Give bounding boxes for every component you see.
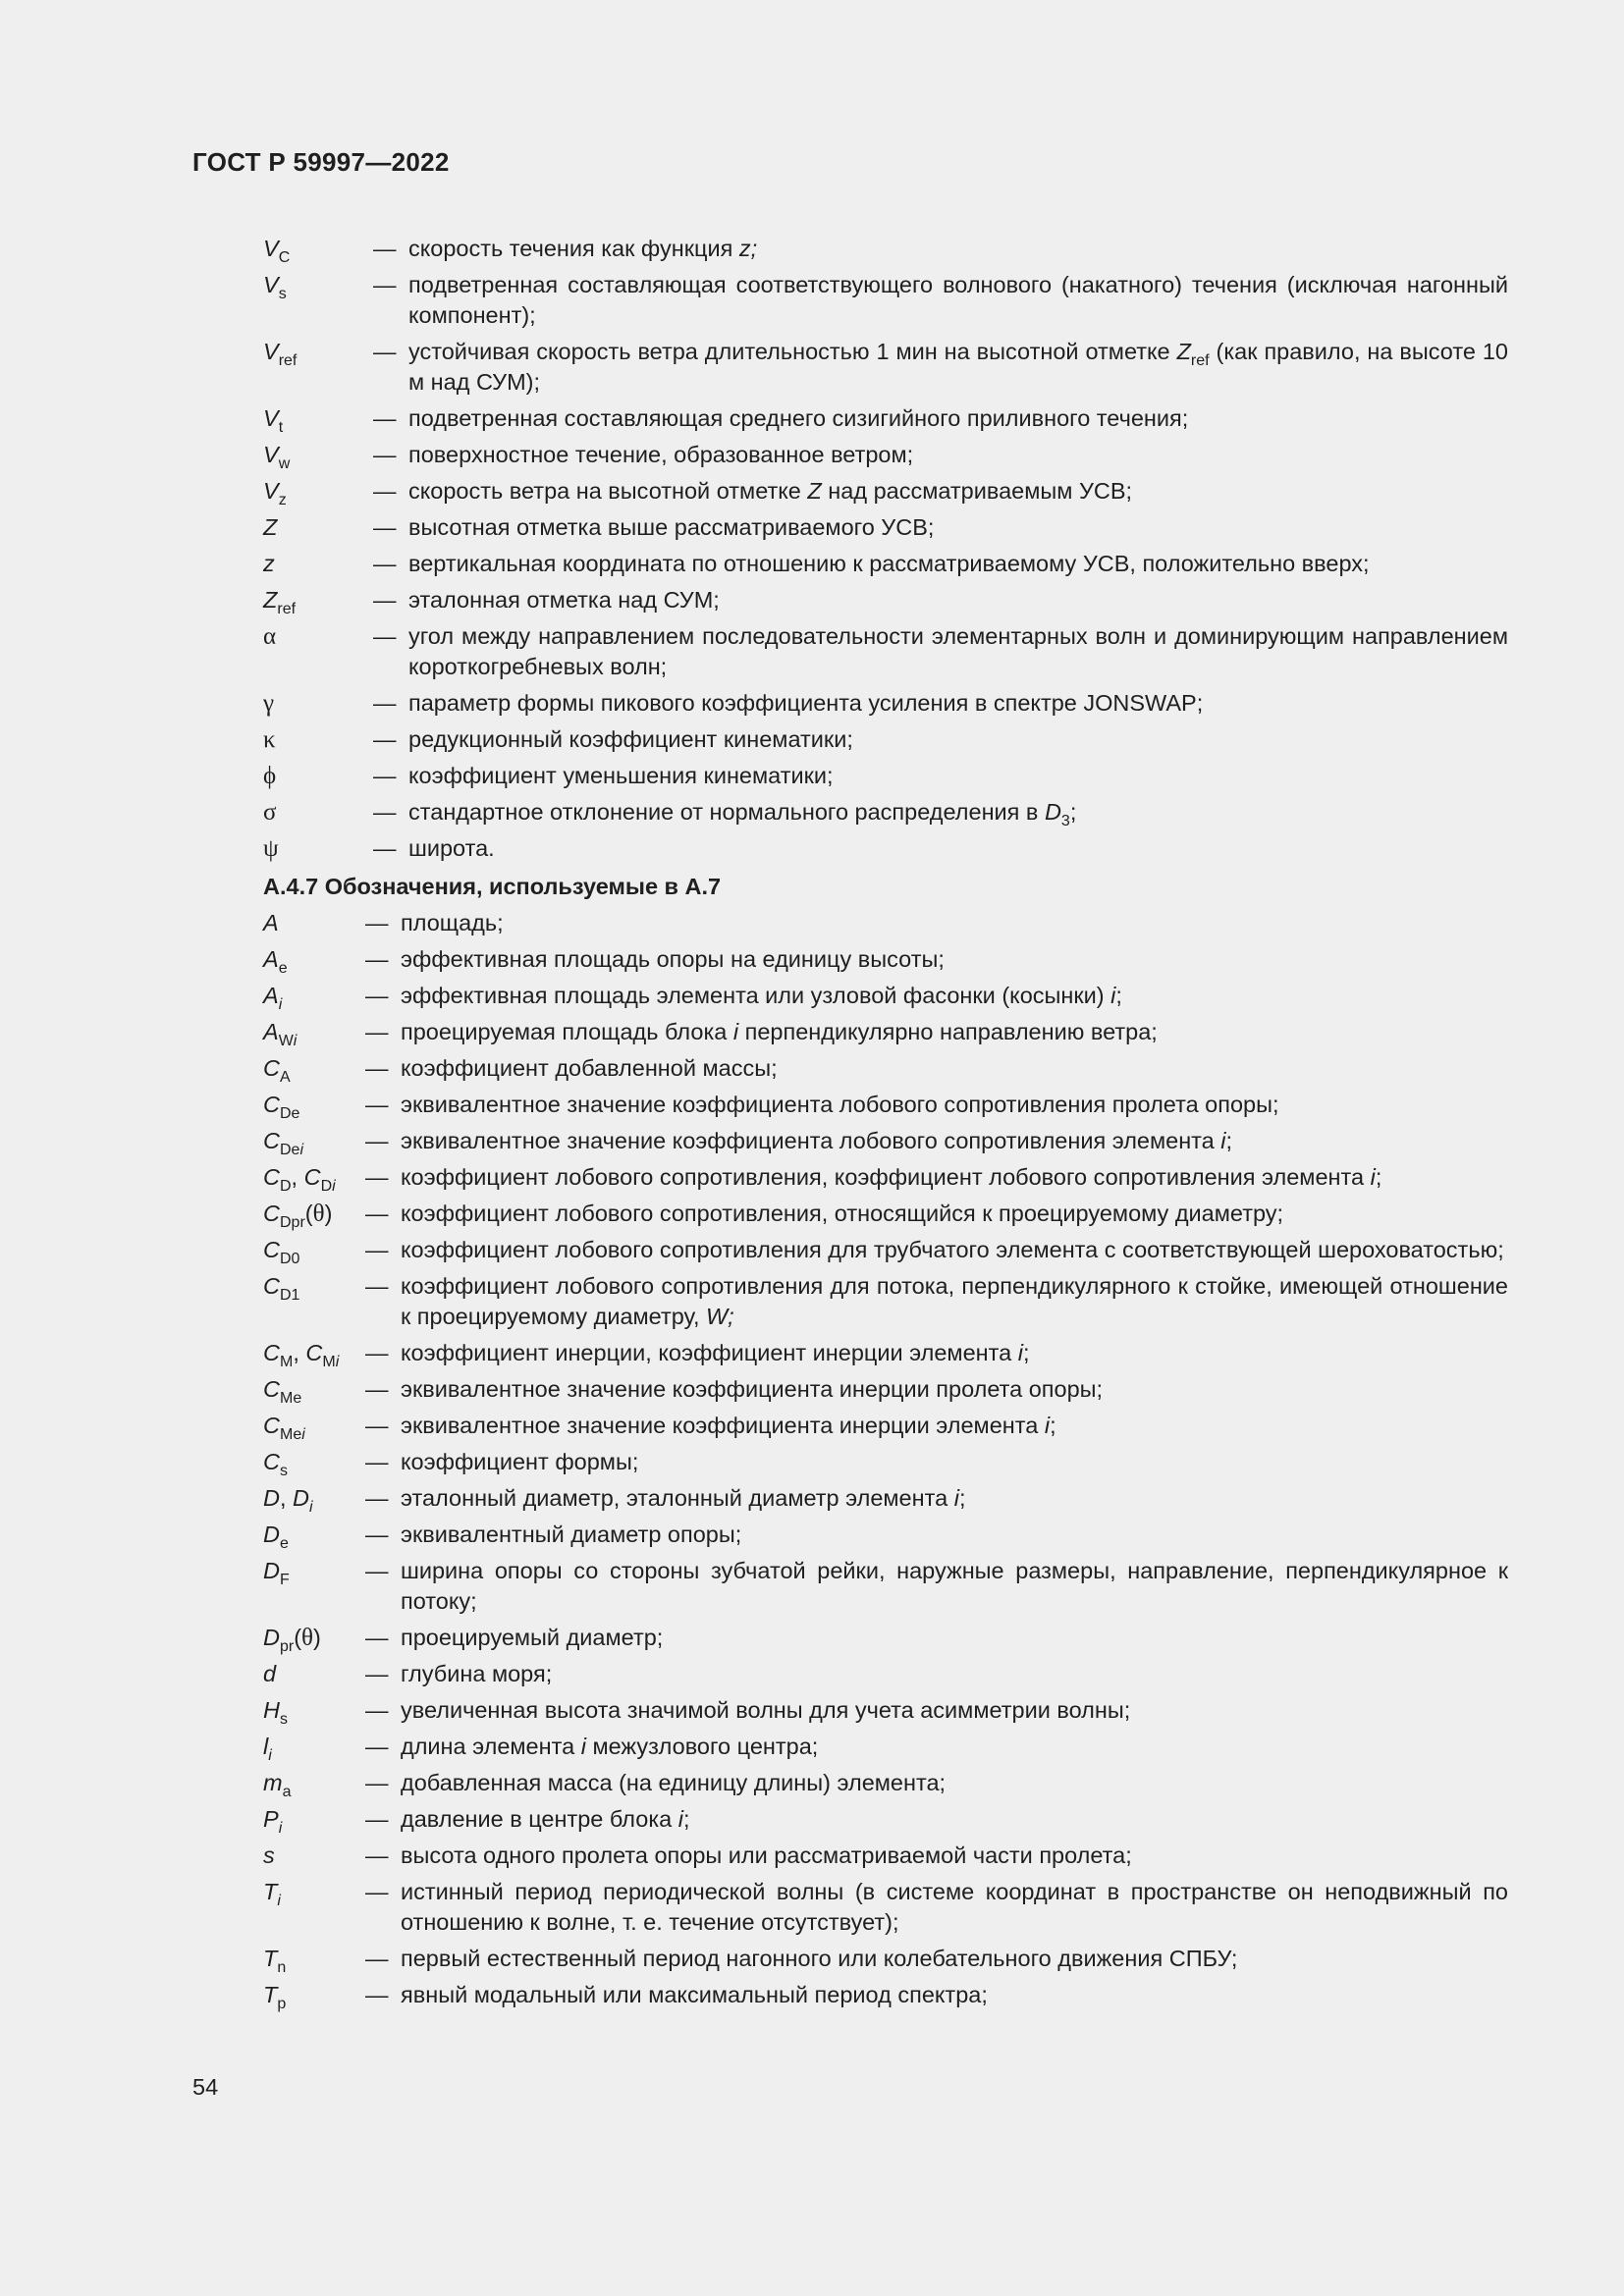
definition-row (263, 337, 1508, 398)
definition-row (263, 1520, 1508, 1550)
em-dash: — (365, 1982, 389, 2007)
em-dash: — (373, 623, 397, 649)
symbol: z (263, 551, 275, 576)
definition-row (263, 833, 1508, 864)
symbol: $V_w$ (263, 442, 291, 472)
definition-text: эквивалентное значение коэффициента инерции пролета опоры; (401, 1376, 1104, 1402)
symbol: d (263, 1661, 277, 1686)
em-dash: — (365, 1522, 389, 1547)
definition-row (263, 1659, 1508, 1689)
definition-text: угол между направлением последовательности элементарных волн и доминирующим направлением короткогребневых волн; (408, 623, 1508, 679)
symbol: $A_e$ (263, 946, 288, 977)
definition-row (263, 944, 1508, 975)
definition-text: глубина моря; (401, 1661, 553, 1686)
em-dash: — (365, 1128, 389, 1153)
em-dash: — (373, 236, 397, 261)
definition-row (263, 1090, 1508, 1120)
symbol: α (263, 623, 277, 650)
definition-row (263, 1483, 1508, 1514)
em-dash: — (373, 478, 397, 504)
definition-row (263, 440, 1508, 470)
em-dash: — (365, 1697, 389, 1723)
symbol: $C_{De}$ (263, 1092, 300, 1122)
definition-text: коэффициент добавленной массы; (401, 1055, 778, 1081)
definition-text: скорость течения как функция z; (408, 236, 758, 261)
em-dash: — (365, 1879, 389, 1904)
em-dash: — (373, 272, 397, 297)
definition-text: истинный период периодической волны (в системе координат в пространстве он неподвижный по отношению к волне, т. е. течение отсутствует); (401, 1879, 1508, 1935)
symbol: $D_e$ (263, 1522, 289, 1552)
definition-row (263, 724, 1508, 755)
definition-row (263, 621, 1508, 682)
definition-row (263, 1017, 1508, 1047)
em-dash: — (365, 1164, 389, 1190)
em-dash: — (365, 1201, 389, 1226)
definition-row (263, 512, 1508, 543)
definition-text: скорость ветра на высотной отметке Z над рассматриваемым УСВ; (408, 478, 1133, 504)
em-dash: — (365, 910, 389, 935)
symbol: ϕ (263, 763, 277, 789)
definition-row (263, 1199, 1508, 1229)
em-dash: — (365, 1273, 389, 1299)
symbol: $C_{Me}$ (263, 1376, 302, 1407)
symbol-list-1 (263, 234, 1508, 870)
definition-text: увеличенная высота значимой волны для учета асимметрии волны; (401, 1697, 1131, 1723)
definition-text: проецируемая площадь блока i перпендикулярно направлению ветра; (401, 1019, 1158, 1044)
definition-text: эффективная площадь элемента или узловой фасонки (косынки) i; (401, 983, 1122, 1008)
symbol: $D_F$ (263, 1558, 290, 1588)
symbol: $C_{Dei}$ (263, 1128, 303, 1158)
definition-row (263, 549, 1508, 579)
em-dash: — (365, 1661, 389, 1686)
definition-row (263, 688, 1508, 719)
definition-text: коэффициент формы; (401, 1449, 639, 1474)
definition-text: поверхностное течение, образованное ветром; (408, 442, 914, 467)
symbol: $C_s$ (263, 1449, 288, 1479)
definition-row (263, 981, 1508, 1011)
definition-row (263, 476, 1508, 507)
symbol: $T_i$ (263, 1879, 281, 1909)
definition-text: коэффициент лобового сопротивления, относящийся к проецируемому диаметру; (401, 1201, 1284, 1226)
definition-row (263, 1447, 1508, 1477)
em-dash: — (373, 587, 397, 613)
definition-row (263, 1053, 1508, 1084)
em-dash: — (365, 1237, 389, 1262)
symbol: $T_n$ (263, 1946, 287, 1976)
definition-row (263, 1695, 1508, 1726)
definition-text: ширина опоры со стороны зубчатой рейки, наружные размеры, направление, перпендикулярное к потоку; (401, 1558, 1508, 1614)
definition-row (263, 1841, 1508, 1871)
definition-row (263, 1623, 1508, 1653)
symbol: $C_{D1}$ (263, 1273, 300, 1304)
definition-text: эквивалентное значение коэффициента лобового сопротивления элемента i; (401, 1128, 1233, 1153)
definition-row (263, 270, 1508, 331)
em-dash: — (365, 1376, 389, 1402)
definition-text: давление в центре блока i; (401, 1806, 690, 1832)
symbol: s (263, 1842, 275, 1868)
section-title: А.4.7 Обозначения, используемые в А.7 (263, 874, 722, 899)
definition-row (263, 403, 1508, 434)
symbol: σ (263, 799, 277, 826)
definition-text: вертикальная координата по отношению к рассматриваемому УСВ, положительно вверх; (408, 551, 1370, 576)
em-dash: — (365, 946, 389, 972)
em-dash: — (373, 442, 397, 467)
em-dash: — (365, 1842, 389, 1868)
definition-text: эффективная площадь опоры на единицу высоты; (401, 946, 945, 972)
definition-row (263, 1877, 1508, 1938)
definition-row (263, 1556, 1508, 1617)
symbol: $V_C$ (263, 236, 291, 266)
definition-text: подветренная составляющая соответствующего волнового (накатного) течения (исключая нагонный компонент); (408, 272, 1508, 328)
definition-text: коэффициент лобового сопротивления для трубчатого элемента с соответствующей шероховатостью; (401, 1237, 1504, 1262)
symbol: $V_{ref}$ (263, 339, 298, 369)
definition-text: проецируемый диаметр; (401, 1625, 664, 1650)
definition-row (263, 797, 1508, 828)
page-number: 54 (192, 2074, 219, 2100)
definition-text: высотная отметка выше рассматриваемого УСВ; (408, 514, 935, 540)
symbol: D, $D_i$ (263, 1485, 313, 1516)
definition-row (263, 761, 1508, 791)
definition-text: добавленная масса (на единицу длины) элемента; (401, 1770, 947, 1795)
em-dash: — (365, 1806, 389, 1832)
symbol: $m_a$ (263, 1770, 292, 1800)
symbol: $C_{D0}$ (263, 1237, 300, 1267)
symbol: $V_s$ (263, 272, 287, 302)
definition-row (263, 1804, 1508, 1835)
definition-text: эталонный диаметр, эталонный диаметр элемента i; (401, 1485, 966, 1511)
symbol: $C_{Mei}$ (263, 1413, 305, 1443)
em-dash: — (373, 690, 397, 716)
symbol: $H_s$ (263, 1697, 288, 1728)
definition-row (263, 1980, 1508, 2010)
symbol: $l_i$ (263, 1734, 272, 1764)
definition-row (263, 1768, 1508, 1798)
definition-row (263, 1411, 1508, 1441)
definition-text: редукционный коэффициент кинематики; (408, 726, 853, 752)
em-dash: — (365, 1625, 389, 1650)
definition-text: эквивалентный диаметр опоры; (401, 1522, 742, 1547)
definition-text: высота одного пролета опоры или рассматриваемой части пролета; (401, 1842, 1132, 1868)
symbol: ψ (263, 835, 279, 862)
em-dash: — (373, 551, 397, 576)
definition-row (263, 908, 1508, 938)
em-dash: — (365, 1413, 389, 1438)
symbol: $T_p$ (263, 1982, 287, 2012)
definition-row (263, 585, 1508, 615)
definition-text: первый естественный период нагонного или колебательного движения СПБУ; (401, 1946, 1238, 1971)
symbol: $Z_{ref}$ (263, 587, 297, 617)
document-header: ГОСТ Р 59997—2022 (192, 147, 450, 177)
em-dash: — (373, 726, 397, 752)
em-dash: — (373, 763, 397, 788)
definition-text: коэффициент уменьшения кинематики; (408, 763, 834, 788)
symbol: $A_{Wi}$ (263, 1019, 298, 1049)
definition-text: широта. (408, 835, 495, 861)
definition-row (263, 1944, 1508, 1974)
symbol: $V_t$ (263, 405, 284, 436)
definition-row (263, 1126, 1508, 1156)
em-dash: — (365, 1449, 389, 1474)
definition-text: явный модальный или максимальный период спектра; (401, 1982, 988, 2007)
symbol: $C_M$, $C_{Mi}$ (263, 1340, 340, 1370)
em-dash: — (373, 514, 397, 540)
em-dash: — (373, 799, 397, 825)
definition-text: подветренная составляющая среднего сизигийного приливного течения; (408, 405, 1189, 431)
definition-text: эквивалентное значение коэффициента инерции элемента i; (401, 1413, 1056, 1438)
definition-text: эквивалентное значение коэффициента лобового сопротивления пролета опоры; (401, 1092, 1279, 1117)
definition-row (263, 234, 1508, 264)
symbol: A (263, 910, 279, 935)
definition-row (263, 1374, 1508, 1405)
symbol: κ (263, 726, 276, 753)
em-dash: — (365, 1558, 389, 1583)
definition-text: коэффициент лобового сопротивления для потока, перпендикулярного к стойке, имеющей отношение к проецируемому диаметру, W; (401, 1273, 1508, 1329)
em-dash: — (365, 1485, 389, 1511)
symbol: $C_A$ (263, 1055, 291, 1086)
symbol: $C_{Dpr}(\theta)$ (263, 1201, 333, 1231)
em-dash: — (365, 1092, 389, 1117)
em-dash: — (365, 1340, 389, 1365)
definition-row (263, 1338, 1508, 1368)
definition-text: параметр формы пикового коэффициента усиления в спектре JONSWAP; (408, 690, 1204, 716)
em-dash: — (365, 1946, 389, 1971)
em-dash: — (365, 1770, 389, 1795)
symbol: Z (263, 514, 278, 540)
symbol: $C_D$, $C_{Di}$ (263, 1164, 336, 1195)
em-dash: — (365, 983, 389, 1008)
em-dash: — (373, 835, 397, 861)
definition-row (263, 1235, 1508, 1265)
definition-text: площадь; (401, 910, 504, 935)
symbol-list-2 (263, 908, 1508, 2016)
definition-row (263, 1162, 1508, 1193)
em-dash: — (365, 1019, 389, 1044)
definition-row (263, 1732, 1508, 1762)
definition-text: эталонная отметка над СУМ; (408, 587, 720, 613)
symbol: $A_i$ (263, 983, 283, 1013)
definition-text: устойчивая скорость ветра длительностью 1 мин на высотной отметке $Z_{ref}$ (как правило, на высоте 10 м над СУМ); (408, 339, 1509, 395)
symbol: γ (263, 690, 275, 717)
definition-text: коэффициент лобового сопротивления, коэффициент лобового сопротивления элемента i; (401, 1164, 1382, 1190)
definition-text: длина элемента i межузлового центра; (401, 1734, 819, 1759)
em-dash: — (373, 339, 397, 364)
definition-text: стандартное отклонение от нормального распределения в $D_3$; (408, 799, 1077, 829)
symbol: $V_z$ (263, 478, 287, 508)
definition-text: коэффициент инерции, коэффициент инерции элемента i; (401, 1340, 1030, 1365)
em-dash: — (373, 405, 397, 431)
symbol: $D_{pr}(\theta)$ (263, 1625, 321, 1655)
symbol: $P_i$ (263, 1806, 283, 1837)
em-dash: — (365, 1734, 389, 1759)
definition-row (263, 1271, 1508, 1332)
em-dash: — (365, 1055, 389, 1081)
